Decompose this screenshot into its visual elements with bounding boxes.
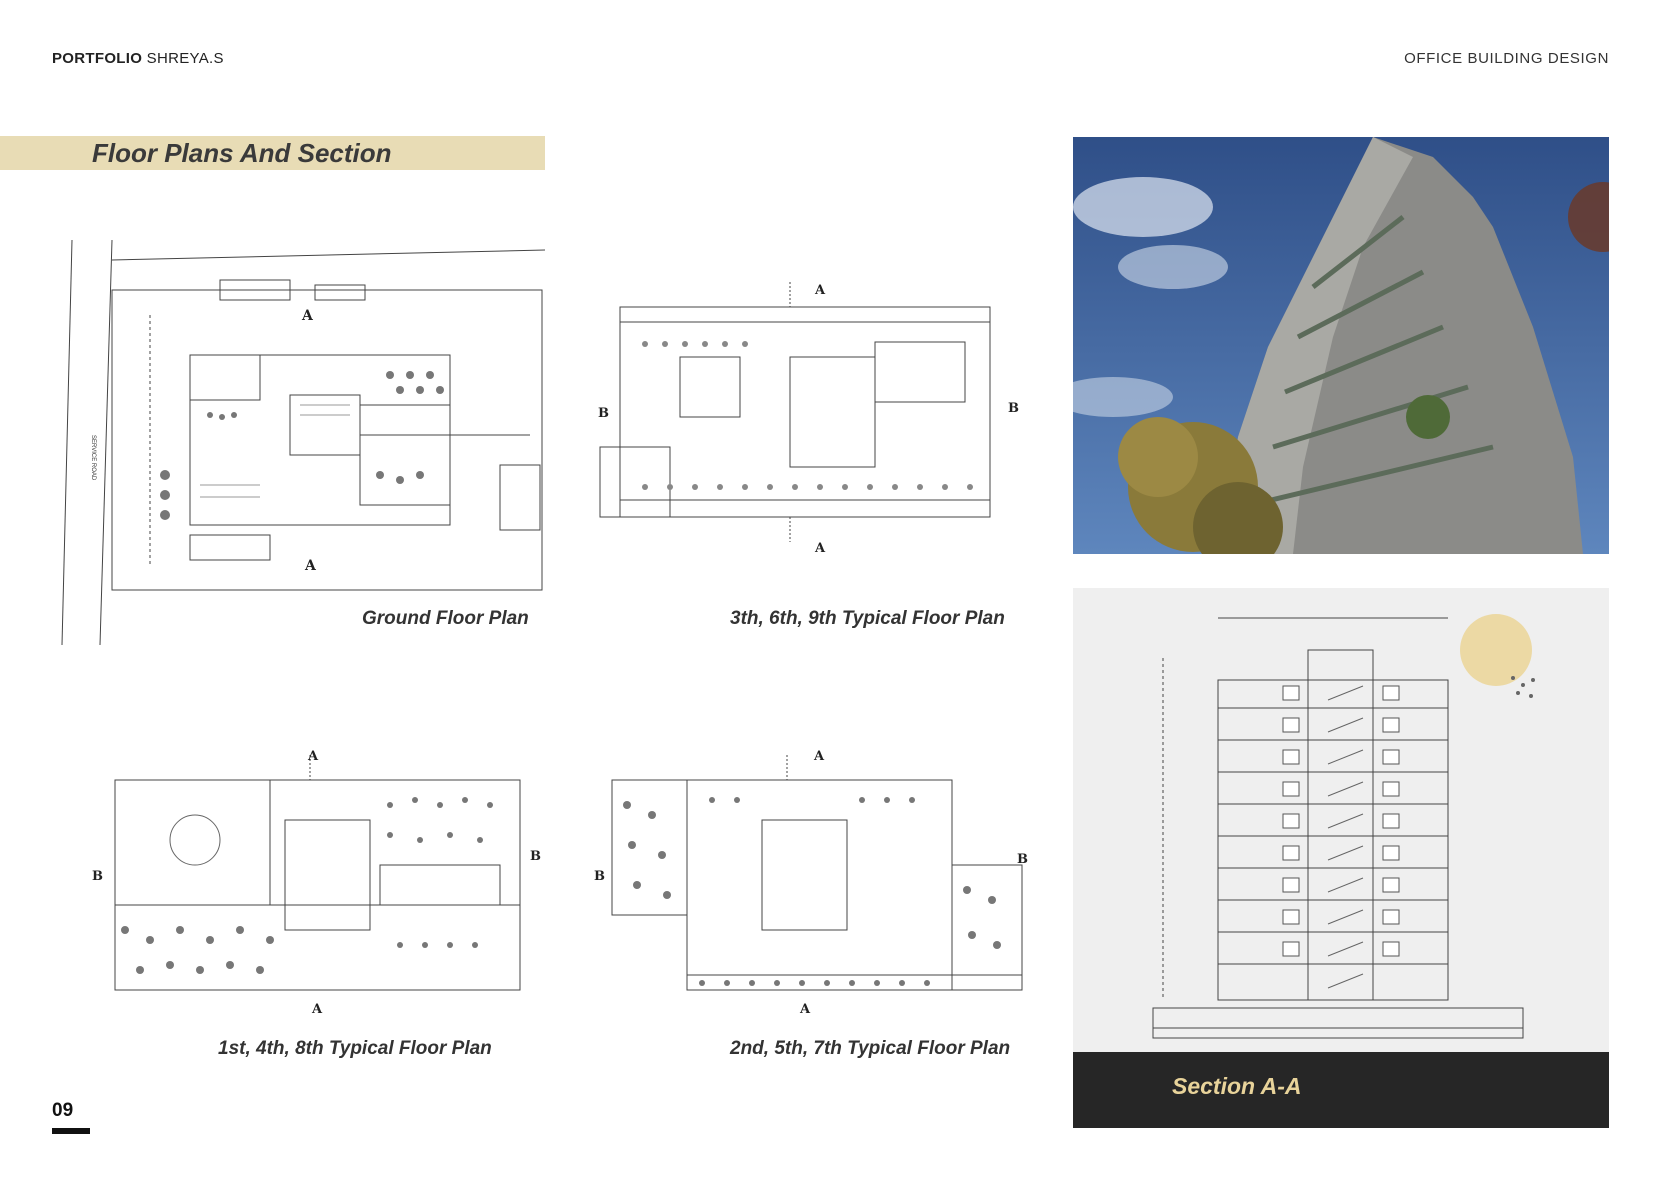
typical-plan-257 [592,745,1042,1020]
road-label: SERVICE ROAD [90,435,96,481]
section-marker-a: A [800,1002,811,1017]
section-marker-b: B [1017,852,1028,867]
typical-plan-369-drawing [590,282,1030,582]
page-number-underline [52,1128,90,1134]
typical-plan-369 [590,282,1030,582]
project-title: OFFICE BUILDING DESIGN [1404,50,1609,67]
section-marker-a: A [308,749,319,764]
author-name: SHREYA.S [146,50,224,67]
section-marker-b: B [92,869,103,884]
section-title: Floor Plans And Section [92,138,392,168]
section-marker-a: A [305,558,316,574]
ground-floor-drawing [60,235,580,655]
section-marker-a: A [815,541,826,556]
section-marker-a: A [814,749,825,764]
section-marker-b: B [1008,401,1019,416]
section-marker-a: A [815,283,826,298]
typical-plan-148 [90,745,550,1020]
section-marker-b: B [530,849,541,864]
portfolio-header [52,50,224,67]
building-render-photo [1073,137,1609,554]
section-caption-bar [1073,1052,1609,1128]
section-marker-b: B [594,869,605,884]
portfolio-label: PORTFOLIO [52,50,143,67]
typical-plan-257-drawing [592,745,1042,1020]
section-caption: Section A-A [1172,1073,1302,1099]
section-marker-a: A [302,308,313,324]
section-marker-b: B [598,406,609,421]
section-drawing [1073,588,1609,1128]
plan-caption: 2nd, 5th, 7th Typical Floor Plan [730,1038,1011,1059]
ground-floor-plan [60,235,580,655]
plan-caption: 1st, 4th, 8th Typical Floor Plan [218,1038,492,1059]
typical-plan-148-drawing [90,745,550,1020]
section-marker-a: A [312,1002,323,1017]
page-number: 09 [52,1100,74,1121]
plan-caption: 3th, 6th, 9th Typical Floor Plan [730,608,1005,629]
plan-caption: Ground Floor Plan [362,608,529,629]
